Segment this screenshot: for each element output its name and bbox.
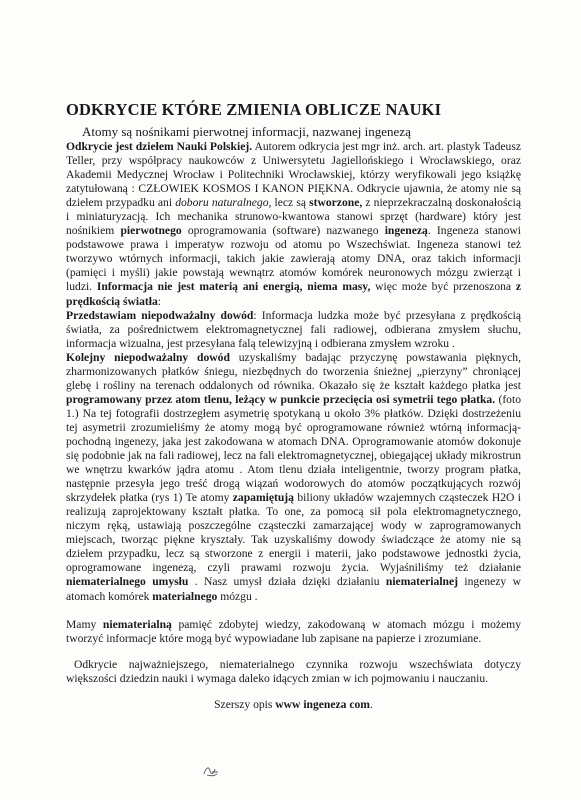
- text-run: (foto 1.) Na tej fotografii dostrzegłem asymetrię spotykaną u około 3% płatków. Dzięki dostrzeżeniu tej asymetrii zrozumieliśmy że atomy mogą być oprogramowane również wtórną informacją- pochodną ingenezy, jaka jest zakodowana w atomach DNA. Oprogramowanie atomów dokonuje się podobnie jak na fali radiowej, lecz na fali elektromagnetycznej, obiegającej układy mikrostrun we wnętrzu kwarków jądra atomu . Atom tlenu działa inteligentnie, tworzy program płatka, następnie przesyła jego treść drogą wiązań wodorowych do atomów początkujących rozwój skrzydełek płatka (rys 1) Te atomy: [66, 392, 521, 505]
- text-run: Informacja nie jest materią ani energią, niema masy,: [96, 280, 371, 294]
- document-title: ODKRYCIE KTÓRE ZMIENIA OBLICZE NAUKI: [66, 100, 442, 119]
- more-info-line: [66, 698, 521, 712]
- text-run: Kolejny niepodważalny dowód: [66, 350, 230, 364]
- text-run: niematerialnej: [385, 575, 458, 589]
- text-run: Odkrycie jest dziełem Nauki Polskiej.: [66, 140, 253, 153]
- text-run: zapamiętują: [232, 491, 294, 505]
- handwritten-mark: [202, 763, 220, 777]
- text-run: niematerialną: [102, 617, 172, 631]
- text-run: Mamy: [66, 617, 103, 631]
- text-run: stworzone,: [309, 196, 363, 210]
- text-run: ingenezy w atomach komórek: [66, 575, 521, 603]
- text-run: : Informacja ludzka może być przesyłana z prędkością światła, za pośrednictwem elektromagnetycznej fali radiowej, odbierana zmysłem słuchu, informacja wizualna, jest przesyłana falą telewizyjną i odbierana zmysłem wzroku .: [66, 308, 522, 350]
- text-run: ingenezą: [384, 224, 428, 238]
- text-run: uzyskaliśmy badając przyczynę powstawania pięknych, zharmonizowanych płatków śniegu, niezbędnych do tworzenia śnieżnej „pierzyny” chroniącej glebę i rośliny na terenach oddalonych od równika. Okazało się że kształt każdego płatka jest: [66, 350, 521, 392]
- text-run: więc może być przenoszona: [370, 280, 516, 294]
- paragraph-memory: [66, 618, 521, 646]
- text-run: mózgu .: [217, 589, 258, 603]
- text-run: niematerialnego umysłu: [66, 575, 189, 589]
- text-run: :: [157, 294, 162, 308]
- text-run: pierwotnego: [120, 224, 182, 238]
- text-run: z prędkością światła: [66, 280, 521, 308]
- text-run: doboru naturalnego: [175, 196, 269, 210]
- document-page: [66, 100, 521, 712]
- text-run: biliony układów wzajemnych cząsteczek H2O i realizują zaprojektowany kształt płatka. To one, za pomocą sił pola elektromagnetycznego, niczym ręką, ustawiają poszczególne cząsteczki zamarzającej wody w zaprogramowanych miejscach, tworząc piękne kryształy. Tak uzyskaliśmy dowody świadczące że atomy nie są dziełem przypadku, lecz są stworzone z energii i materii, jako podstawowe jednostki życia, oprogramowane ingenezą, czyli prawami rozwoju życia. Wyjaśniliśmy też działanie: [66, 491, 521, 575]
- text-run: Autorem odkrycia jest mgr inż. arch. art. plastyk Tadeusz Teller, przy współpracy naukowców z Uniwersytetu Jagiellońskiego i Wrocławskiego, oraz Akademii Medycznej Wrocław i Politechniki Wrocławskiej, którzy weryfikowali jego książkę zatytułowaną : CZŁOWIEK KOSMOS I KANON PIĘKNA. Odkrycie ujawnia, że atomy nie są dziełem przypadku ani: [66, 140, 521, 210]
- text-run: . Nasz umysł działa dzięki działaniu: [188, 575, 386, 589]
- website-link[interactable]: www ingeneza com: [275, 697, 370, 711]
- text-run: programowany przez atom tlenu, leżący w punkcie przecięcia osi symetrii tego płatka.: [66, 392, 496, 406]
- text-run: , lecz są: [268, 196, 310, 210]
- paragraph-proof-radio: [66, 309, 521, 351]
- text-run: pamięć zdobytej wiedzy, zakodowaną w atomach mózgu i możemy tworzyć informacje które mogą być wypowiadane lub zapisane na papierze i zrozumiane.: [66, 617, 521, 645]
- more-info-text: Szerszy opis: [214, 697, 276, 711]
- more-info-end: .: [369, 697, 373, 711]
- document-subtitle: Atomy są nośnikami pierwotnej informacji, nazwanej ingenezą: [82, 124, 411, 139]
- paragraph-conclusion: Odkrycie najważniejszego, niematerialnego czynnika rozwoju wszechświata dotyczy większości dziedzin nauki i wymaga daleko idących zmian w ich pojmowaniu i nauczaniu.: [66, 657, 521, 685]
- text-run: z nieprzekraczalną doskonałością i miniaturyzacją. Ich mechanika strunowo-kwantowa stanowi sprzęt (hardware) który jest nośnikiem: [66, 196, 521, 238]
- text-run: oprogramowania (software) nazwanego: [181, 224, 385, 238]
- text-run: materialnego: [152, 589, 218, 603]
- text-run: Przedstawiam niepodważalny dowód: [66, 308, 254, 322]
- paragraph-proof-snowflake: [66, 351, 521, 604]
- text-run: . Ingeneza stanowi podstawowe prawa i imperatyw rozwoju od atomu po Wszechświat. Ingeneza stanowi też tworzywo wtórnych informacji, takich jakie zawierają atomy DNA, oraz takich informacji (pamięci i myśli) jakie powstają wewnątrz atomów komórek neuronowych mózgu zwierząt i ludzi.: [66, 224, 521, 294]
- paragraph-discovery: [66, 140, 521, 309]
